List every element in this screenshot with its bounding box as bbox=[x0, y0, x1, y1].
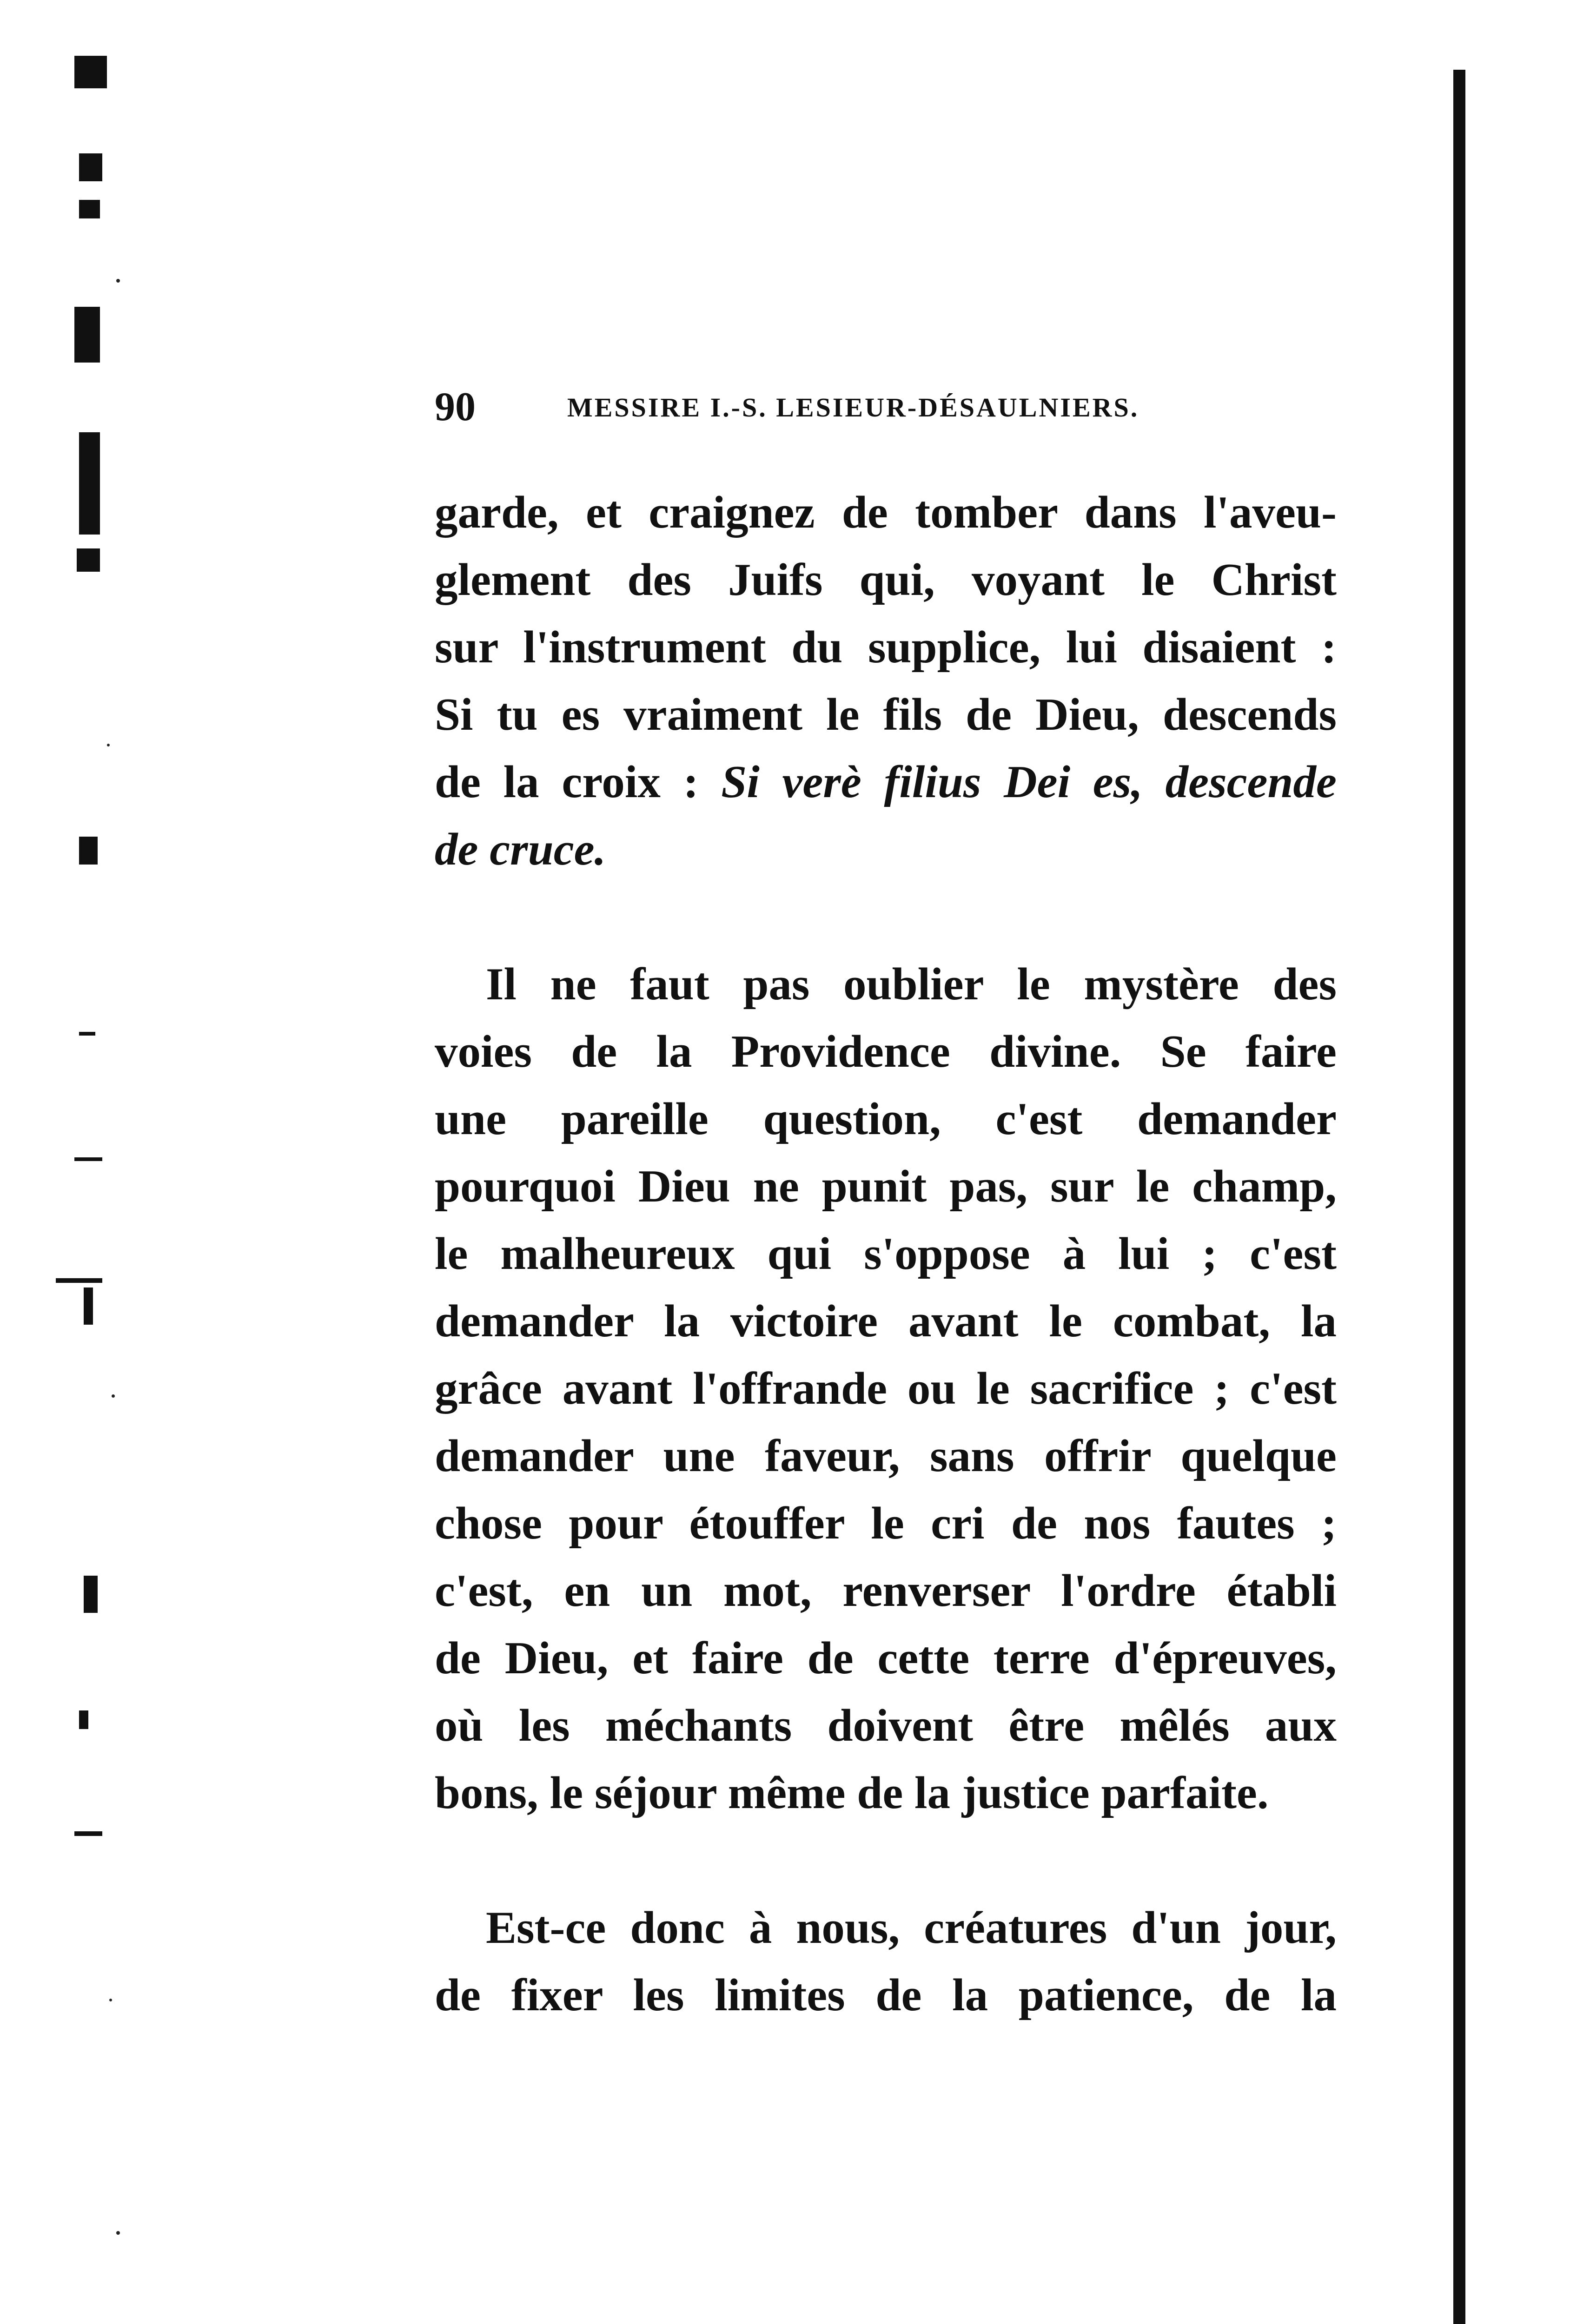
paragraph-3 bbox=[435, 1894, 1337, 2029]
page-number: 90 bbox=[435, 384, 476, 429]
text-line-mixed bbox=[435, 748, 1337, 816]
running-head: MESSIRE I.-S. LESIEUR-DÉSAULNIERS. bbox=[567, 392, 1139, 423]
text-line: pourquoi Dieu ne punit pas, sur le champ, bbox=[435, 1161, 1337, 1212]
text-line: voies de la Providence divine. Se faire bbox=[435, 1026, 1337, 1077]
text-line: chose pour étouffer le cri de nos fautes ; bbox=[435, 1498, 1337, 1549]
page-header bbox=[435, 383, 1346, 439]
text-line: grâce avant l'offrande ou le sacrifice ; c'est bbox=[435, 1363, 1337, 1414]
text-line: c'est, en un mot, renverser l'ordre établi bbox=[435, 1565, 1337, 1616]
page-right-border bbox=[1453, 70, 1465, 2324]
text-roman: de la croix : bbox=[435, 757, 722, 807]
text-line: une pareille question, c'est demander bbox=[435, 1094, 1337, 1144]
text-line: Si tu es vraiment le fils de Dieu, descends bbox=[435, 689, 1337, 740]
text-line: de Dieu, et faire de cette terre d'épreuves, bbox=[435, 1633, 1337, 1684]
text-line: bons, le séjour même de la justice parfaite. bbox=[435, 1768, 1269, 1818]
text-line: de fixer les limites de la patience, de la bbox=[435, 1970, 1337, 2020]
text-line: glement des Juifs qui, voyant le Christ bbox=[435, 555, 1337, 605]
text-line: demander une faveur, sans offrir quelque bbox=[435, 1431, 1337, 1481]
text-line: garde, et craignez de tomber dans l'aveu- bbox=[435, 487, 1337, 538]
paragraph-2 bbox=[435, 951, 1337, 1827]
text-line: le malheureux qui s'oppose à lui ; c'est bbox=[435, 1228, 1337, 1279]
binding-edge-artifact bbox=[65, 46, 121, 2324]
latin-quote-end: de cruce. bbox=[435, 824, 606, 875]
text-line: Il ne faut pas oublier le mystère des bbox=[486, 959, 1337, 1010]
text-line: Est-ce donc à nous, créatures d'un jour, bbox=[486, 1902, 1337, 1953]
text-line: où les méchants doivent être mêlés aux bbox=[435, 1700, 1337, 1751]
latin-quote: Si verè filius Dei es, descende bbox=[721, 757, 1337, 807]
text-line: sur l'instrument du supplice, lui disaient : bbox=[435, 622, 1337, 673]
text-line: demander la victoire avant le combat, la bbox=[435, 1296, 1337, 1347]
paragraph-1 bbox=[435, 479, 1337, 883]
body-text bbox=[435, 479, 1337, 2029]
